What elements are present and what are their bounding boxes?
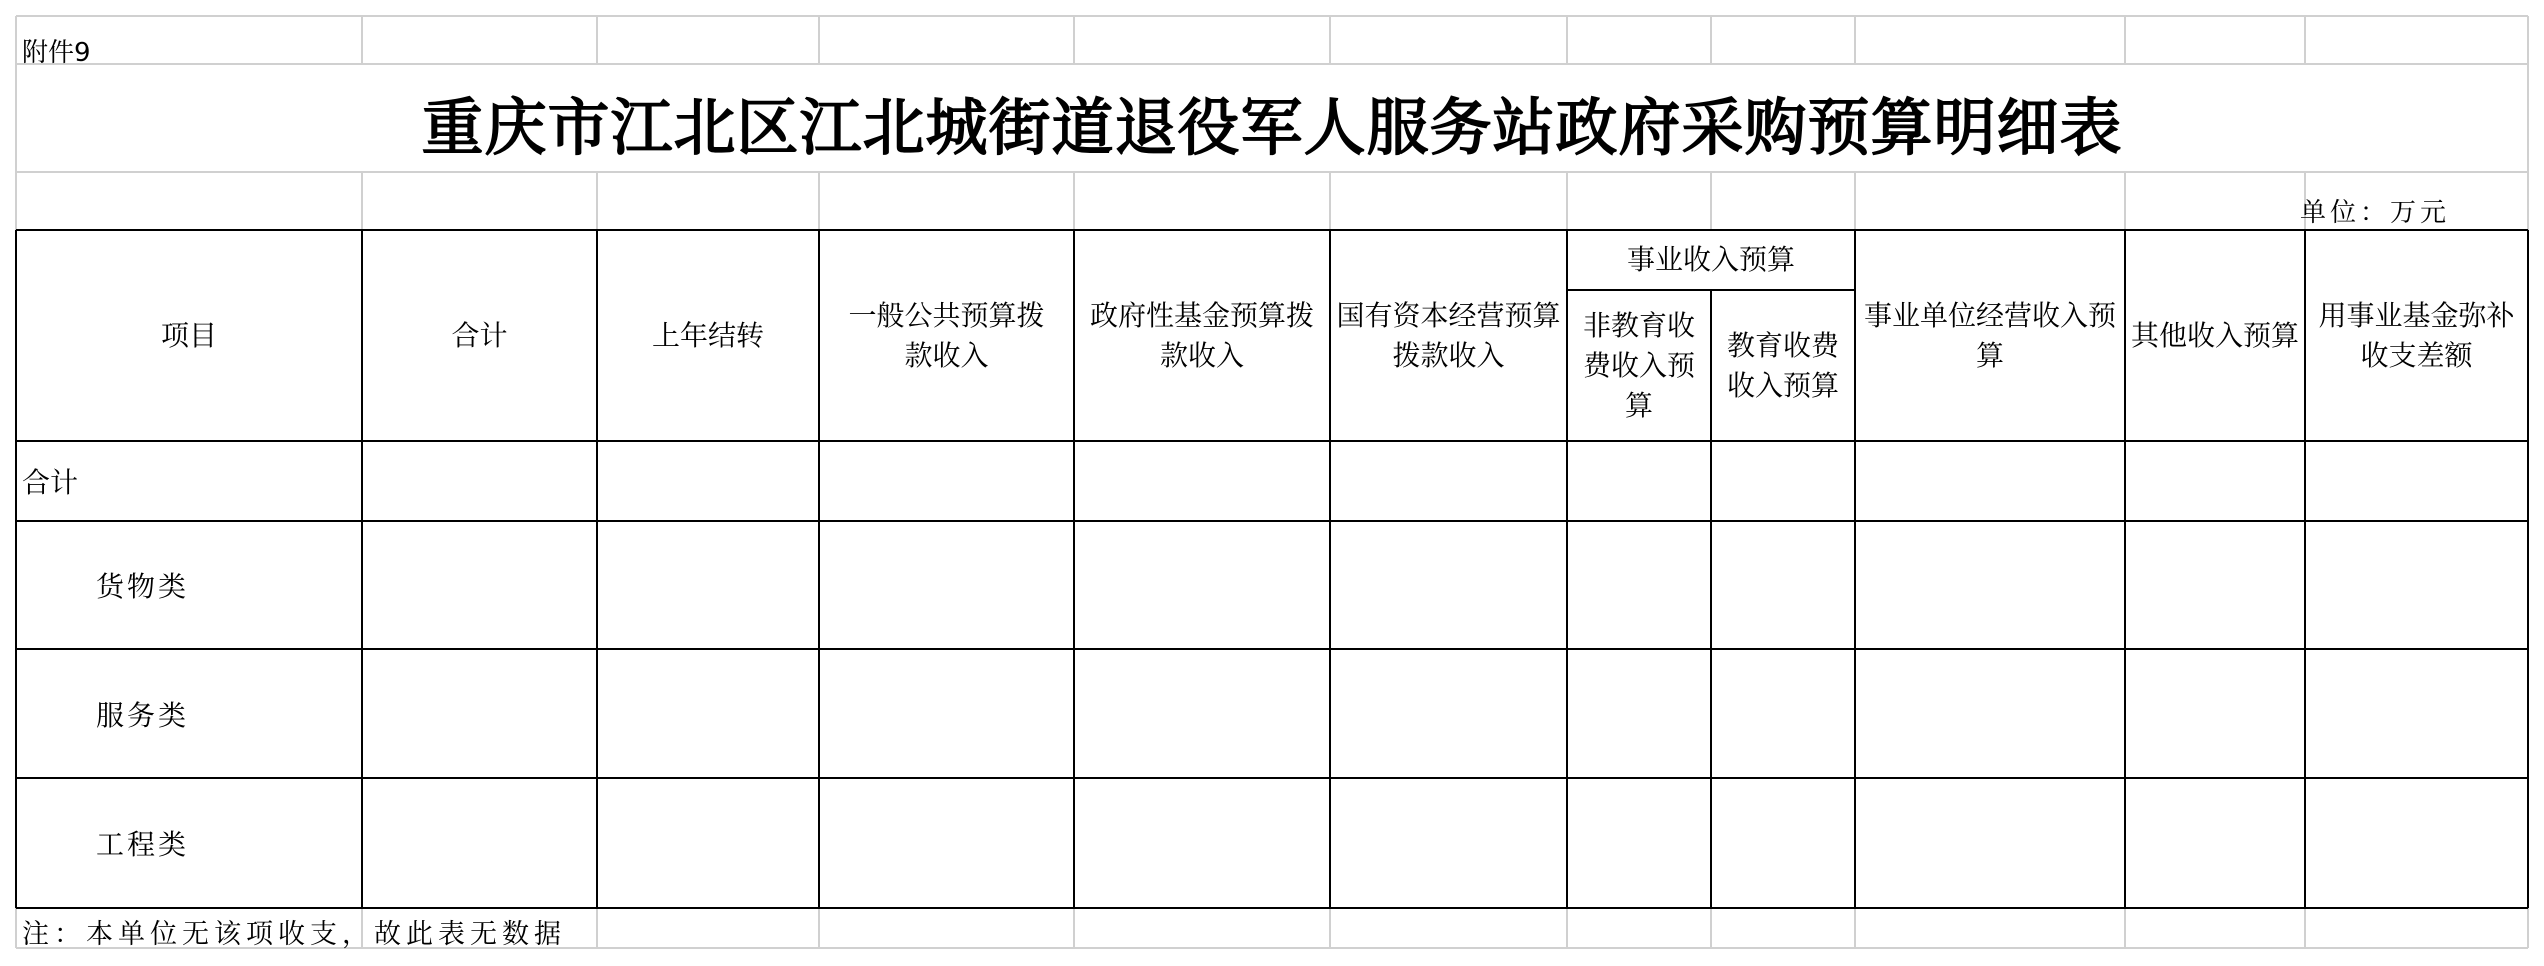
footnote: 注：本单位无该项收支，故此表无数据 xyxy=(22,919,566,950)
header-non-edu-fee: 非教育收费收入预算 xyxy=(1582,308,1695,422)
row-label-engineering: 工程类 xyxy=(96,828,190,861)
header-total: 合计 xyxy=(451,318,508,352)
row-label-total: 合计 xyxy=(22,466,79,499)
header-general-public-budget: 一般公共预算拨款收入 xyxy=(848,298,1045,372)
header-fund-balance: 用事业基金弥补收支差额 xyxy=(2318,298,2515,372)
header-state-capital-budget: 国有资本经营预算拨款收入 xyxy=(1336,298,1561,372)
row-label-services: 服务类 xyxy=(96,698,190,732)
header-business-income-group: 事业收入预算 xyxy=(1626,243,1795,276)
header-edu-fee: 教育收费收入预算 xyxy=(1726,328,1839,402)
annex-label: 附件9 xyxy=(22,38,91,68)
row-label-goods: 货物类 xyxy=(96,570,190,603)
header-gov-fund-budget: 政府性基金预算拨款收入 xyxy=(1090,298,1315,372)
header-business-operating: 事业单位经营收入预算 xyxy=(1863,298,2116,372)
header-item: 项目 xyxy=(160,318,217,352)
header-other-income: 其他收入预算 xyxy=(2130,318,2299,352)
page-title: 重庆市江北区江北城街道退役军人服务站政府采购预算明细表 xyxy=(421,90,2123,164)
header-carryover: 上年结转 xyxy=(651,318,764,352)
unit-label: 单位：万元 xyxy=(2300,198,2451,228)
